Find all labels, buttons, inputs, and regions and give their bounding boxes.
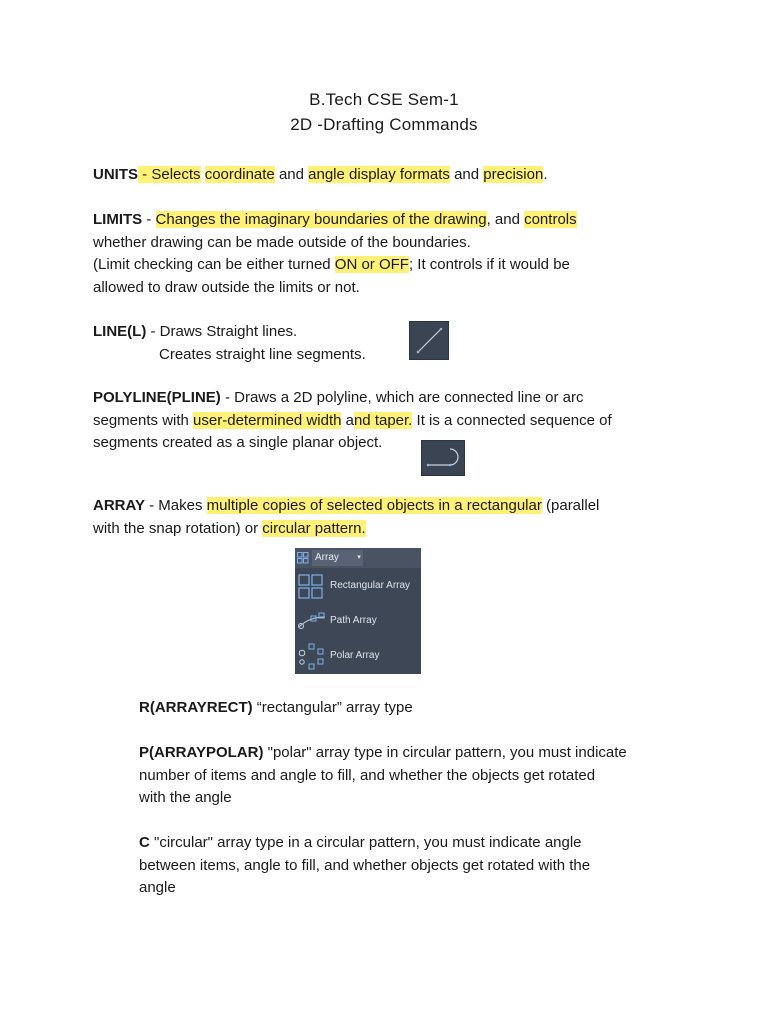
polyline-line-2b: a — [341, 411, 354, 429]
array-menu-button[interactable]: Array — [312, 550, 355, 566]
array-menu — [295, 548, 421, 674]
polyline-term: POLYLINE(PLINE) — [93, 389, 221, 406]
doc-title-line-1: B.Tech CSE Sem-1 — [309, 90, 459, 109]
circular-line-2: between items, angle to fill, and whether objects get rotated with the — [139, 856, 591, 874]
limits-hl-on-off: ON or OFF — [334, 256, 409, 273]
circular-line-3: angle — [139, 879, 176, 896]
array-line-2a: with the snap rotation) or — [93, 519, 263, 537]
array-hl-1: multiple copies of selected objects in a rectangular — [206, 497, 542, 514]
units-hl-precision: precision — [483, 166, 544, 183]
polyline-hl-taper: nd taper. — [353, 411, 413, 429]
line-paragraph — [93, 321, 693, 366]
limits-line-3 — [93, 254, 693, 277]
arraypolar-term: P(ARRAYPOLAR) — [139, 744, 264, 761]
polyline-paragraph — [93, 387, 693, 455]
polyline-tool-icon — [421, 440, 465, 476]
circular-desc-1: "circular" array type in a circular pattern, you must indicate angle — [149, 834, 582, 851]
line-tool-icon-svg — [410, 322, 448, 359]
circular-term: C — [139, 834, 150, 851]
menu-item-label: Rectangular Array — [330, 580, 411, 591]
limits-term: LIMITS — [93, 211, 143, 228]
arraypolar-paragraph — [139, 742, 699, 810]
units-hl-selects: Selects — [151, 166, 201, 183]
menu-item-label: Path Array — [330, 615, 377, 626]
arraypolar-line-1 — [139, 742, 699, 765]
polar-array-icon — [297, 642, 327, 672]
doc-title-line-2: 2D -Drafting Commands — [290, 115, 478, 134]
units-text-2: and — [274, 166, 309, 183]
circular-line-1 — [139, 832, 699, 855]
array-menu-header-icon — [297, 552, 309, 564]
polyline-line-2c: It is a connected sequence of — [412, 411, 612, 429]
arrayrect-term: R(ARRAYRECT) — [139, 699, 253, 716]
arraypolar-line-3: with the angle — [139, 789, 232, 806]
menu-item-rectangular-array[interactable] — [295, 570, 421, 604]
limits-paragraph — [93, 209, 693, 299]
polyline-tool-icon-svg — [422, 441, 464, 475]
units-hl-angle: angle display formats — [308, 166, 450, 183]
array-sep: - Makes — [144, 497, 207, 514]
array-term: ARRAY — [93, 497, 145, 514]
line-tool-icon — [409, 321, 449, 360]
units-paragraph — [93, 164, 693, 187]
line-line-2: Creates straight line segments. — [159, 345, 366, 363]
arrayrect-paragraph — [139, 697, 699, 720]
arraypolar-desc-1: "polar" array type in circular pattern, you must indicate — [263, 744, 627, 761]
circular-paragraph — [139, 832, 699, 900]
array-line-2 — [93, 518, 693, 541]
line-line-1 — [93, 321, 693, 344]
polyline-line-1 — [93, 387, 693, 410]
rectangular-array-icon — [298, 574, 324, 600]
limits-line-2: whether drawing can be made outside of the boundaries. — [93, 233, 471, 251]
menu-item-polar-array[interactable] — [295, 640, 421, 674]
units-hl-coordinate: coordinate — [204, 166, 275, 183]
arrayrect-desc: “rectangular” array type — [252, 699, 413, 716]
array-text-1: (parallel — [541, 497, 600, 514]
polyline-line-2 — [93, 410, 693, 433]
menu-item-path-array[interactable] — [295, 605, 421, 639]
line-term: LINE(L) — [93, 323, 147, 340]
array-line-1 — [93, 495, 693, 518]
limits-hl-2: controls — [524, 211, 577, 228]
array-hl-circular: circular pattern. — [262, 519, 366, 537]
limits-sep: - — [142, 211, 156, 228]
units-term: UNITS — [93, 166, 138, 183]
menu-item-label: Polar Array — [330, 650, 380, 661]
units-text-3: and — [449, 166, 484, 183]
array-paragraph — [93, 495, 693, 540]
limits-hl-1: Changes the imaginary boundaries of the drawing — [155, 211, 487, 228]
polyline-hl-width: user-determined width — [193, 411, 342, 429]
limits-text-1: , and — [486, 211, 525, 228]
polyline-desc-1: - Draws a 2D polyline, which are connected line or arc — [220, 389, 584, 406]
limits-line-3b: ; It controls if it would be — [408, 256, 570, 273]
chevron-down-icon[interactable]: ▾ — [355, 550, 363, 566]
array-menu-header — [295, 548, 421, 568]
polyline-line-2a: segments with — [93, 411, 194, 429]
limits-line-3a: (Limit checking can be either turned — [93, 256, 335, 273]
arraypolar-line-2: number of items and angle to fill, and whether the objects get rotated — [139, 766, 596, 784]
line-desc-1: - Draws Straight lines. — [146, 323, 298, 340]
units-sep: - — [138, 166, 152, 183]
limits-line-4: allowed to draw outside the limits or not. — [93, 278, 360, 296]
polyline-line-3: segments created as a single planar object. — [93, 434, 383, 451]
units-text-4: . — [543, 166, 548, 183]
limits-line-1 — [93, 209, 693, 232]
path-array-icon — [297, 611, 327, 633]
